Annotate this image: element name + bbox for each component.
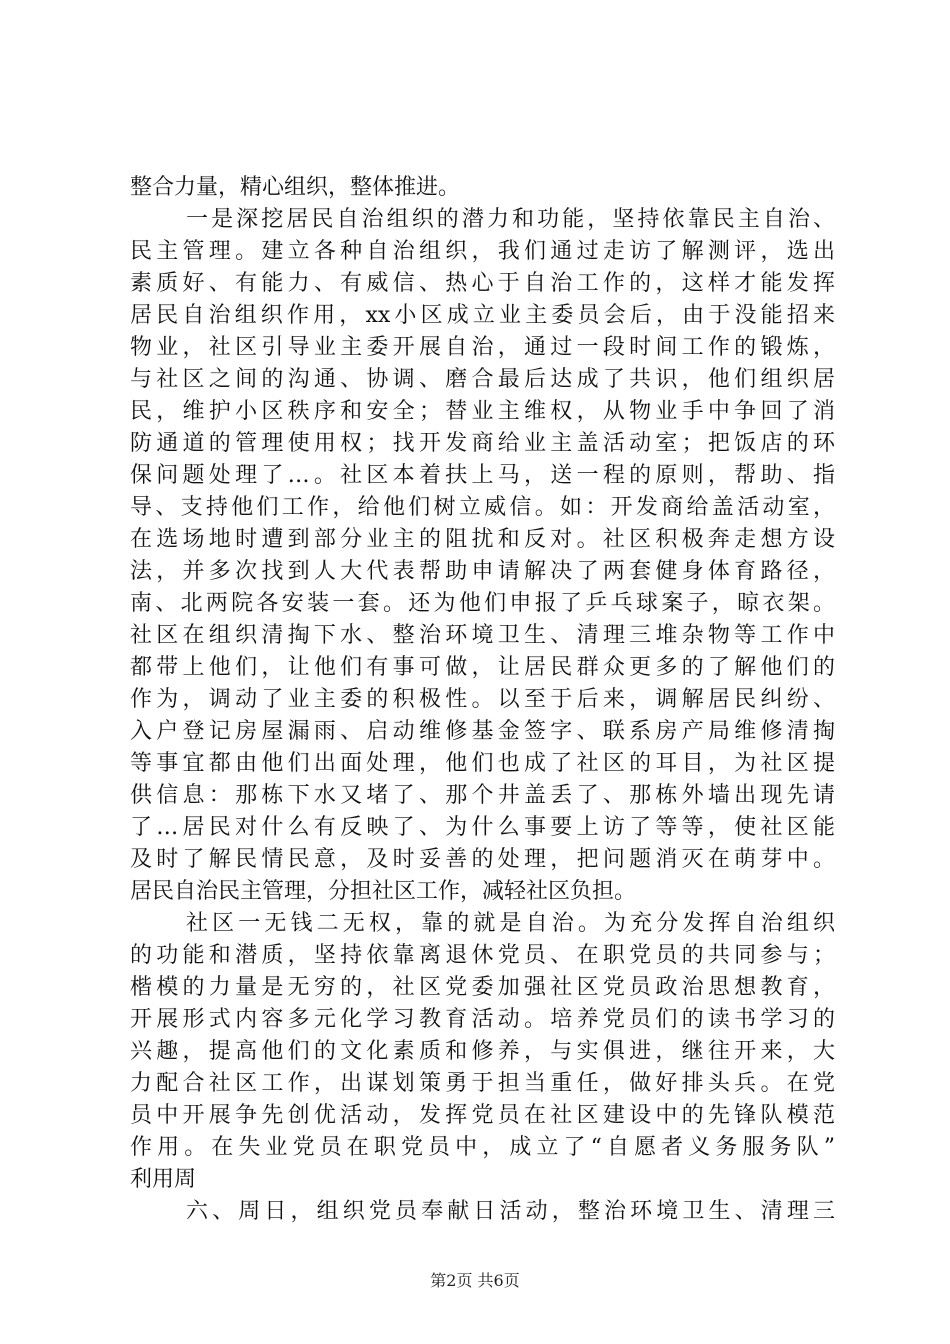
text-line: 开展形式内容多元化学习教育活动。培养党员们的读书学习的 — [130, 1007, 835, 1032]
text-line: 物业，社区引导业主委开展自治，通过一段时间工作的锻炼， — [130, 335, 835, 360]
text-line: 及时了解民情民意，及时妥善的处理，把问题消灭在萌芽中。 — [130, 847, 835, 872]
text-line: 都带上他们，让他们有事可做，让居民群众更多的了解他们的 — [130, 655, 835, 680]
text-line: 在选场地时遭到部分业主的阻扰和反对。社区积极奔走想方设 — [130, 527, 835, 552]
text-line: 整合力量，精心组织，整体推进。 — [130, 175, 461, 200]
text-line: 社区一无钱二无权，靠的就是自治。为充分发挥自治组织 — [186, 911, 835, 936]
text-line: 力配合社区工作，出谋划策勇于担当重任，做好排头兵。在党 — [130, 1071, 835, 1096]
text-line: 与社区之间的沟通、协调、磨合最后达成了共识，他们组织居 — [130, 367, 835, 392]
text-line: 兴趣，提高他们的文化素质和修养，与实俱进，继往开来，大 — [130, 1039, 835, 1064]
text-line: 了…居民对什么有反映了、为什么事要上访了等等，使社区能 — [130, 815, 835, 840]
text-line: 导、支持他们工作，给他们树立威信。如：开发商给盖活动室， — [130, 495, 835, 520]
text-line: 六、周日，组织党员奉献日活动，整治环境卫生、清理三 — [186, 1199, 835, 1224]
text-line: 等事宜都由他们出面处理，他们也成了社区的耳目，为社区提 — [130, 751, 835, 776]
document-body — [130, 172, 835, 1228]
text-line: 员中开展争先创优活动，发挥党员在社区建设中的先锋队模范 — [130, 1103, 835, 1128]
text-line: 楷模的力量是无穷的，社区党委加强社区党员政治思想教育， — [130, 975, 835, 1000]
text-line: 供信息：那栋下水又堵了、那个井盖丢了、那栋外墙出现先请 — [130, 783, 835, 808]
text-line: 民，维护小区秩序和安全；替业主维权，从物业手中争回了消 — [130, 399, 835, 424]
text-line: 一是深挖居民自治组织的潜力和功能，坚持依靠民主自治、 — [186, 207, 835, 232]
text-line: 防通道的管理使用权；找开发商给业主盖活动室；把饭店的环 — [130, 431, 835, 456]
text-line: 民主管理。建立各种自治组织，我们通过走访了解测评，选出 — [130, 239, 835, 264]
text-line: 社区在组织清掏下水、整治环境卫生、清理三堆杂物等工作中 — [130, 623, 835, 648]
text-line: 的功能和潜质，坚持依靠离退休党员、在职党员的共同参与； — [130, 943, 835, 968]
text-line: 居民自治民主管理，分担社区工作，减轻社区负担。 — [130, 879, 637, 904]
text-line: 作为，调动了业主委的积极性。以至于后来，调解居民纠纷、 — [130, 687, 835, 712]
text-line: 素质好、有能力、有威信、热心于自治工作的，这样才能发挥 — [130, 271, 835, 296]
text-line: 作用。在失业党员在职党员中，成立了“自愿者义务服务队” — [130, 1135, 835, 1160]
text-line: 法，并多次找到人大代表帮助申请解决了两套健身体育路径， — [130, 559, 835, 584]
text-line: 入户登记房屋漏雨、启动维修基金签字、联系房产局维修清掏 — [130, 719, 835, 744]
page-footer: 第2页 共6页 — [430, 1271, 520, 1290]
text-line: 南、北两院各安装一套。还为他们申报了乒乓球案子，晾衣架。 — [130, 591, 835, 616]
text-line: 居民自治组织作用，xx小区成立业主委员会后，由于没能招来 — [130, 303, 835, 328]
text-line: 保问题处理了…。社区本着扶上马，送一程的原则，帮助、指 — [130, 463, 835, 488]
text-line: 利用周 — [130, 1167, 197, 1192]
